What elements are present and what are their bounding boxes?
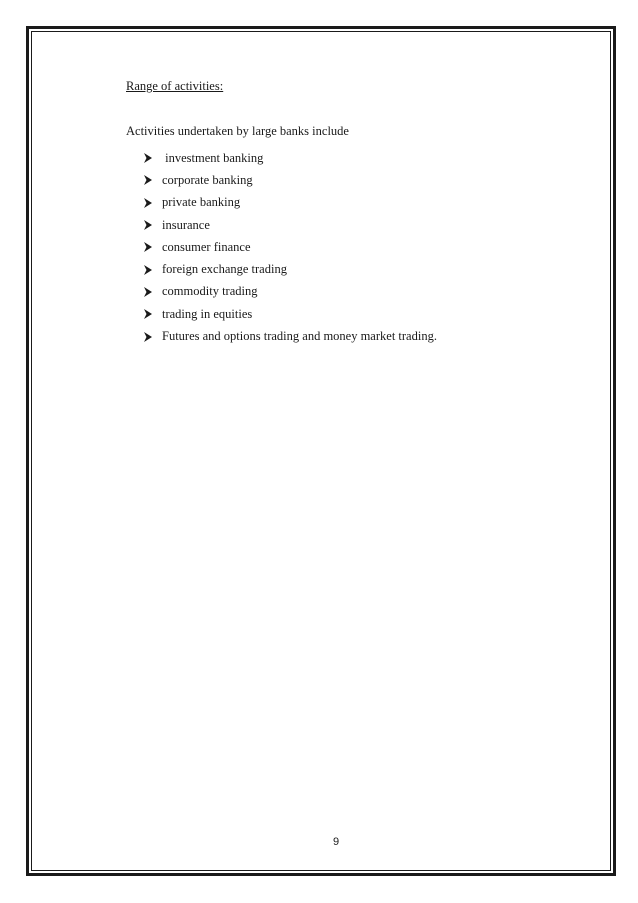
list-item-text: corporate banking [162, 172, 253, 187]
intro-paragraph: Activities undertaken by large banks include [126, 124, 349, 138]
arrowhead-bullet-icon [144, 332, 152, 342]
activities-list [144, 147, 437, 348]
list-item-text: trading in equities [162, 306, 253, 321]
list-item [144, 303, 437, 325]
section-heading: Range of activities: [126, 79, 224, 93]
arrowhead-bullet-icon [144, 175, 152, 185]
list-item-text: private banking [162, 195, 241, 210]
arrowhead-bullet-icon [144, 242, 152, 252]
arrowhead-bullet-icon [144, 287, 152, 297]
list-item-text: commodity trading [162, 284, 258, 299]
list-item-text: foreign exchange trading [162, 262, 287, 277]
list-item [144, 169, 437, 191]
list-item-text: investment banking [162, 150, 264, 165]
list-item [144, 281, 437, 303]
arrowhead-bullet-icon [144, 198, 152, 208]
arrowhead-bullet-icon [144, 220, 152, 230]
list-item [144, 147, 437, 169]
list-item-text: insurance [162, 217, 210, 232]
list-item [144, 192, 437, 214]
arrowhead-bullet-icon [144, 309, 152, 319]
arrowhead-bullet-icon [144, 265, 152, 275]
list-item-text: Futures and options trading and money market trading. [162, 329, 437, 344]
list-item [144, 214, 437, 236]
page-number: 9 [332, 836, 340, 848]
arrowhead-bullet-icon [144, 153, 152, 163]
list-item [144, 258, 437, 280]
list-item-text: consumer finance [162, 239, 251, 254]
list-item [144, 325, 437, 347]
list-item [144, 236, 437, 258]
